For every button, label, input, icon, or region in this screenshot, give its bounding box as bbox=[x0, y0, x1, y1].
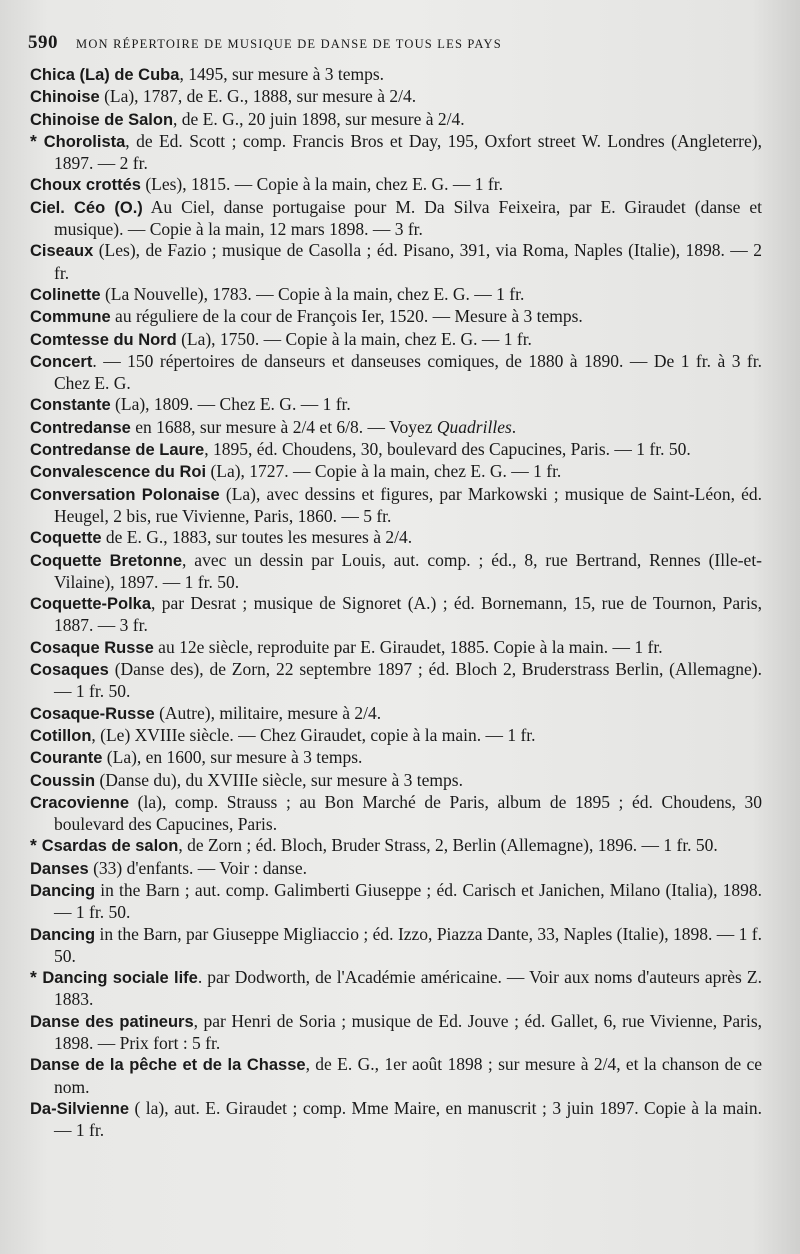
entry-headword: Ciel. Céo (O.) bbox=[30, 198, 143, 217]
dictionary-entry bbox=[30, 64, 762, 86]
entry-text: , par Henri de Soria ; musique de Ed. Jouve ; éd. Gallet, 6, rue Vivienne, Paris, 1898. — Prix fort : 5 fr. bbox=[54, 1010, 763, 1054]
dictionary-entry bbox=[30, 880, 762, 924]
entry-headword: Chica (La) de Cuba bbox=[30, 66, 180, 84]
entry-headword: Concert bbox=[30, 352, 93, 371]
entry-headword: Constante bbox=[30, 396, 111, 415]
entry-headword: Cracovienne bbox=[30, 793, 130, 812]
entry-text: (Danse du), du XVIIIe siècle, sur mesure à 3 temps. bbox=[95, 769, 463, 790]
entry-text: . par Dodworth, de l'Académie américaine. — Voir aux noms d'auteurs après Z. 1883. bbox=[54, 967, 762, 1010]
entry-text: (la), comp. Strauss ; au Bon Marché de Paris, album de 1895 ; éd. Choudens, 30 boulevard des Capucines, Paris. bbox=[54, 791, 762, 835]
entry-text: (Danse des), de Zorn, 22 septembre 1897 ; éd. Bloch 2, Bruderstrass Berlin, (Allemagne). — 1 fr. 50. bbox=[54, 659, 762, 702]
entry-text: (33) d'enfants. — Voir : danse. bbox=[88, 857, 308, 878]
dictionary-entry bbox=[30, 131, 762, 175]
dictionary-entry bbox=[30, 703, 762, 725]
asterisk-marker: * bbox=[30, 967, 43, 988]
dictionary-entry bbox=[30, 1011, 762, 1055]
dictionary-entry bbox=[30, 659, 762, 703]
entry-text: (La), 1750. — Copie à la main, chez E. G. — 1 fr. bbox=[176, 328, 532, 349]
dictionary-entry bbox=[30, 394, 762, 416]
entry-headword: Cosaque Russe bbox=[30, 638, 154, 657]
dictionary-entry bbox=[30, 174, 762, 196]
entry-text: in the Barn, par Giuseppe Migliaccio ; éd. Izzo, Piazza Dante, 33, Naples (Italie), 1898. — 1 f. 50. bbox=[54, 923, 762, 966]
page-number: 590 bbox=[28, 32, 58, 53]
entry-text: . — 150 répertoires de danseurs et danseuses comiques, de 1880 à 1890. — De 1 fr. à 3 fr. Chez E. G. bbox=[54, 350, 762, 394]
running-title: MON RÉPERTOIRE DE MUSIQUE DE DANSE DE TOUS LES PAYS bbox=[76, 37, 502, 51]
entry-headword: Conversation Polonaise bbox=[30, 485, 220, 504]
entry-headword: Coquette-Polka bbox=[30, 595, 152, 614]
page-header bbox=[28, 32, 768, 58]
dictionary-entry bbox=[30, 747, 762, 769]
dictionary-entry bbox=[30, 284, 762, 306]
entry-text: , de Ed. Scott ; comp. Francis Bros et Day, 195, Oxfort street W. Londres (Angleterre), 1897. — 2 fr. bbox=[54, 130, 762, 174]
entry-text: , avec un dessin par Louis, aut. comp. ; éd., 8, rue Bertrand, Rennes (Ille-et-Vilaine), 1897. — 1 fr. 50. bbox=[54, 549, 763, 592]
dictionary-entry bbox=[30, 351, 762, 395]
entry-text: , 1495, sur mesure à 3 temps. bbox=[179, 64, 385, 84]
asterisk-marker: * bbox=[30, 835, 42, 856]
dictionary-entry bbox=[30, 792, 762, 836]
dictionary-entry bbox=[30, 417, 762, 439]
entry-text: (La), 1727. — Copie à la main, chez E. G. — 1 fr. bbox=[206, 461, 562, 482]
entry-text: , de E. G., 20 juin 1898, sur mesure à 2/4. bbox=[173, 108, 465, 129]
entry-headword: Courante bbox=[30, 749, 103, 768]
entry-headword: Coquette Bretonne bbox=[30, 551, 183, 570]
entry-list bbox=[30, 64, 762, 1142]
entry-headword: Colinette bbox=[30, 285, 101, 304]
entry-text: (Les), 1815. — Copie à la main, chez E. G. — 1 fr. bbox=[140, 174, 503, 195]
dictionary-entry bbox=[30, 967, 762, 1011]
entry-text: en 1688, sur mesure à 2/4 et 6/8. — Voyez bbox=[130, 416, 437, 437]
entry-text: , 1895, éd. Choudens, 30, boulevard des Capucines, Paris. — 1 fr. 50. bbox=[204, 439, 691, 460]
dictionary-entry bbox=[30, 86, 762, 108]
dictionary-entry bbox=[30, 240, 762, 284]
dictionary-entry bbox=[30, 109, 762, 131]
dictionary-entry bbox=[30, 858, 762, 880]
entry-headword: Dancing bbox=[30, 925, 96, 944]
dictionary-entry bbox=[30, 329, 762, 351]
entry-headword: Danse des patineurs bbox=[30, 1012, 194, 1031]
entry-text: , (Le) XVIIIe siècle. — Chez Giraudet, copie à la main. — 1 fr. bbox=[91, 724, 536, 745]
entry-text: de E. G., 1883, sur toutes les mesures à 2/4. bbox=[101, 527, 413, 548]
entry-headword: Cosaque-Russe bbox=[30, 704, 155, 723]
entry-text: Au Ciel, danse portugaise pour M. Da Silva Feixeira, par E. Giraudet (danse et musique). — Copie à la main, 12 mars 1898. — 3 fr. bbox=[54, 196, 763, 240]
dictionary-entry bbox=[30, 461, 762, 483]
dictionary-entry bbox=[30, 439, 762, 461]
entry-headword: Cotillon bbox=[30, 726, 92, 745]
entry-text: , de Zorn ; éd. Bloch, Bruder Strass, 2, Berlin (Allemagne), 1896. — 1 fr. 50. bbox=[178, 835, 718, 856]
dictionary-entry bbox=[30, 527, 762, 549]
dictionary-entry bbox=[30, 725, 762, 747]
entry-text: (La), 1787, de E. G., 1888, sur mesure à 2/4. bbox=[99, 86, 417, 107]
entry-text: au 12e siècle, reproduite par E. Giraudet, 1885. Copie à la main. — 1 fr. bbox=[153, 636, 663, 657]
dictionary-entry bbox=[30, 924, 762, 968]
entry-text: (La), avec dessins et figures, par Markowski ; musique de Saint-Léon, éd. Heugel, 2 bis, rue Vivienne, Paris, 1860. — 5 fr. bbox=[54, 483, 763, 526]
entry-headword: Commune bbox=[30, 308, 111, 327]
entry-text: au réguliere de la cour de François Ier, 1520. — Mesure à 3 temps. bbox=[110, 306, 583, 327]
dictionary-entry bbox=[30, 593, 762, 637]
entry-headword: Cosaques bbox=[30, 661, 109, 680]
entry-headword: Contredanse bbox=[30, 418, 131, 437]
entry-italic-reference: Quadrilles bbox=[436, 416, 512, 437]
entry-text: , par Desrat ; musique de Signoret (A.) ; éd. Bornemann, 15, rue de Tournon, Paris, 1887. — 3 fr. bbox=[54, 593, 762, 636]
entry-headword: Ciseaux bbox=[30, 242, 94, 261]
entry-headword: Chorolista bbox=[43, 132, 126, 151]
entry-headword: Chinoise bbox=[30, 88, 100, 107]
dictionary-entry bbox=[30, 306, 762, 328]
dictionary-entry bbox=[30, 770, 762, 792]
dictionary-entry bbox=[30, 197, 762, 241]
dictionary-entry bbox=[30, 1098, 762, 1142]
entry-headword: Dancing sociale life bbox=[42, 969, 198, 988]
entry-headword: Comtesse du Nord bbox=[30, 330, 177, 349]
entry-text: in the Barn ; aut. comp. Galimberti Giuseppe ; éd. Carisch et Janichen, Milano (Italia), 1898. — 1 fr. 50. bbox=[54, 879, 762, 923]
entry-headword: Danses bbox=[30, 859, 89, 878]
asterisk-marker: * bbox=[30, 130, 44, 151]
entry-text: , de E. G., 1er août 1898 ; sur mesure à 2/4, et la chanson de ce nom. bbox=[54, 1054, 762, 1097]
entry-headword: Choux crottés bbox=[30, 176, 141, 195]
dictionary-entry bbox=[30, 637, 762, 659]
entry-headword: Coquette bbox=[30, 529, 102, 548]
entry-text-tail: . bbox=[511, 416, 517, 437]
entry-text: ( la), aut. E. Giraudet ; comp. Mme Maire, en manuscrit ; 3 juin 1897. Copie à la main. — 1 fr. bbox=[54, 1097, 762, 1141]
entry-text: (La), 1809. — Chez E. G. — 1 fr. bbox=[110, 394, 351, 415]
dictionary-entry bbox=[30, 550, 762, 594]
entry-headword: Convalescence du Roi bbox=[30, 463, 207, 482]
dictionary-entry bbox=[30, 835, 762, 857]
entry-text: (Autre), militaire, mesure à 2/4. bbox=[154, 702, 382, 723]
entry-headword: Chinoise de Salon bbox=[30, 110, 174, 129]
entry-text: (Les), de Fazio ; musique de Casolla ; éd. Pisano, 391, via Roma, Naples (Italie), 1898. — 2 fr. bbox=[54, 240, 762, 283]
dictionary-entry bbox=[30, 1054, 762, 1098]
entry-headword: Contredanse de Laure bbox=[30, 441, 205, 460]
entry-headword: Dancing bbox=[30, 881, 96, 900]
entry-headword: Csardas de salon bbox=[41, 837, 179, 856]
entry-headword: Da-Silvienne bbox=[30, 1099, 130, 1118]
dictionary-entry bbox=[30, 484, 762, 528]
entry-text: (La), en 1600, sur mesure à 3 temps. bbox=[102, 747, 363, 768]
entry-text: (La Nouvelle), 1783. — Copie à la main, chez E. G. — 1 fr. bbox=[100, 283, 525, 304]
entry-headword: Coussin bbox=[30, 771, 96, 790]
entry-headword: Danse de la pêche et de la Chasse bbox=[30, 1056, 306, 1075]
